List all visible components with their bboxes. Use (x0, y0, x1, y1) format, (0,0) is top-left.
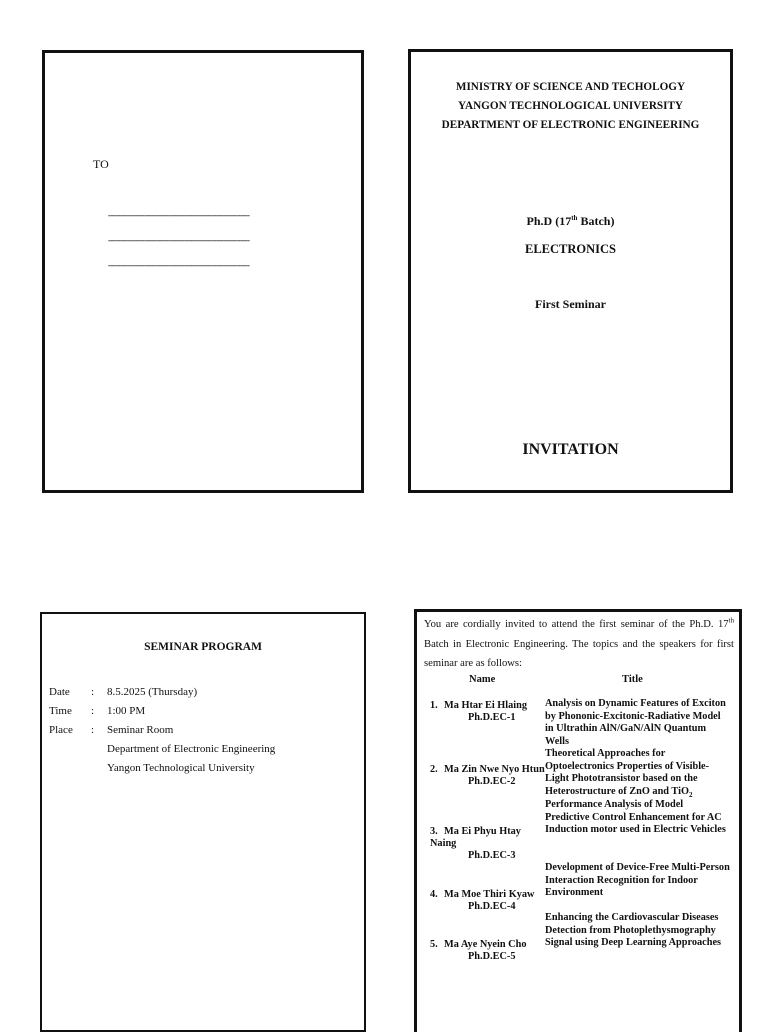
speaker-number: 2. (430, 764, 438, 775)
details-card (414, 609, 742, 1032)
place-line-3: Yangon Technological University (107, 762, 255, 774)
time-value: 1:00 PM (107, 705, 146, 717)
seminar-heading: First Seminar (535, 297, 606, 311)
speaker-entry (430, 889, 548, 913)
speaker-name: Ma Moe Thiri Kyaw (444, 889, 535, 900)
place-separator: : (91, 724, 95, 736)
program-suffix: Batch) (577, 214, 615, 228)
title-column-header: Title (622, 674, 643, 685)
speaker-name: Ma Zin Nwe Nyo Htun (444, 764, 545, 775)
speaker-number: 5. (430, 939, 438, 950)
place-line-2: Department of Electronic Engineering (107, 743, 276, 755)
speaker-name: Ma Htar Ei Hlaing (444, 700, 528, 711)
program-batch (411, 214, 730, 229)
program-sup: th (571, 214, 578, 222)
speaker-id: Ph.D.EC-2 (468, 776, 516, 788)
speaker-entry (430, 764, 548, 788)
program-prefix: Ph.D (17 (526, 214, 572, 228)
time-separator: : (91, 705, 95, 717)
speaker-entry (430, 700, 548, 724)
field-heading: ELECTRONICS (525, 242, 616, 256)
time-row (49, 705, 145, 717)
speaker-id: Ph.D.EC-3 (468, 850, 516, 862)
intro-paragraph (424, 615, 734, 674)
university-heading: YANGON TECHNOLOGICAL UNIVERSITY (457, 100, 684, 112)
date-row (49, 686, 197, 698)
time-label: Time (49, 705, 72, 717)
date-value: 8.5.2025 (Thursday) (107, 686, 198, 698)
to-label: TO (93, 157, 109, 171)
speaker-id: Ph.D.EC-5 (468, 951, 516, 963)
speaker-id: Ph.D.EC-1 (468, 712, 516, 724)
seminar-title: Enhancing the Cardiovascular Diseases Detection from Photoplethysmography Signal using Deep Learning Approaches (545, 912, 722, 949)
seminar-title-text: Theoretical Approaches for Optoelectronics Properties of Visible-Light Phototransistor based on the Heterostructure of ZnO and TiO (545, 748, 710, 797)
speaker-number: 3. (430, 826, 438, 837)
speaker-name: Ma Ei Phyu Htay Naing (430, 826, 521, 850)
ministry-heading: MINISTRY OF SCIENCE AND TECHOLOGY (455, 81, 686, 93)
program-title: SEMINAR PROGRAM (144, 641, 262, 653)
date-separator: : (91, 686, 95, 698)
address-card (42, 50, 364, 493)
address-line: ----------------------------------------------------------- (108, 260, 250, 270)
speaker-name: Ma Aye Nyein Cho (444, 939, 527, 950)
seminar-title (545, 748, 730, 798)
place-row (49, 724, 173, 736)
intro-text-cont: Batch in Electronic Engineering. The topics and the speakers for first seminar are as follows: (424, 638, 734, 669)
seminar-title: Development of Device-Free Multi-Person Interaction Recognition for Indoor Environment (545, 862, 730, 899)
intro-text: You are cordially invited to attend the first seminar of the Ph.D. 17 (424, 619, 729, 630)
speaker-number: 1. (430, 700, 438, 711)
intro-sup: th (728, 616, 734, 625)
place-label: Place (49, 724, 73, 736)
address-line: ----------------------------------------------------------- (108, 235, 250, 245)
speaker-id: Ph.D.EC-4 (468, 901, 516, 913)
speaker-number: 4. (430, 889, 438, 900)
cover-card (408, 49, 733, 493)
seminar-title: Performance Analysis of Model Predictive Control Enhancement for AC Induction motor used in Electric Vehicles (545, 799, 726, 836)
invitation-heading: INVITATION (522, 441, 619, 458)
speaker-entry (430, 939, 548, 963)
date-label: Date (49, 686, 70, 698)
seminar-title-sub: 2 (688, 790, 693, 799)
speaker-entry (430, 826, 548, 863)
seminar-title: Analysis on Dynamic Features of Exciton by Phononic-Excitonic-Radiative Model in Ultrathin AlN/GaN/AlN Quantum Wells (545, 698, 726, 747)
place-value: Seminar Room (107, 724, 174, 736)
name-column-header: Name (469, 674, 496, 685)
program-card (40, 612, 366, 1032)
department-heading: DEPARTMENT OF ELECTRONIC ENGINEERING (441, 119, 700, 131)
address-line: ----------------------------------------------------------- (108, 210, 250, 220)
